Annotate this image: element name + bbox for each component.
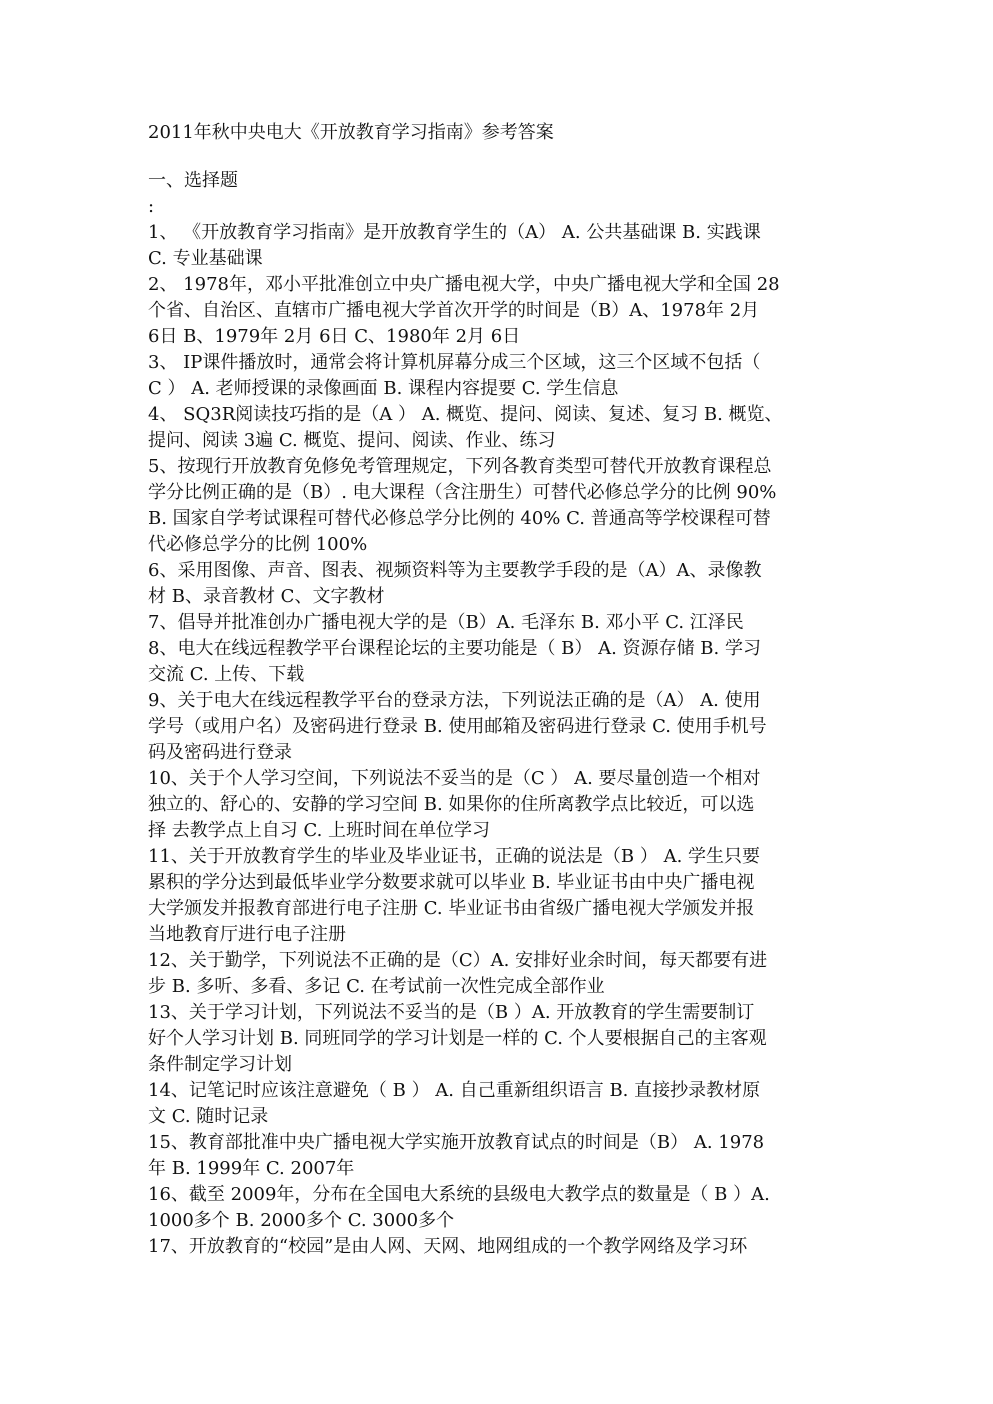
question-line: 累积的学分达到最低毕业学分数要求就可以毕业 B. 毕业证书由中央广播电视 [148,872,755,893]
question-item [148,1000,868,1078]
question-item [148,454,868,558]
question-line: 5、按现行开放教育免修免考管理规定，下列各教育类型可替代开放教育课程总 [148,456,772,477]
question-item [148,402,868,454]
question-item [148,1130,868,1182]
question-line: 16、截至 2009年，分布在全国电大系统的县级电大教学点的数量是（ B ）A. [148,1184,770,1205]
colon-mark: : [148,196,155,217]
question-line: C ） A. 老师授课的录像画面 B. 课程内容提要 C. 学生信息 [148,378,619,399]
question-item [148,350,868,402]
question-line: 文 C. 随时记录 [148,1106,269,1127]
question-line: 学分比例正确的是（B）. 电大课程（含注册生）可替代必修总学分的比例 90% [148,482,777,503]
question-line: 代必修总学分的比例 100% [148,534,368,555]
question-line: 材 B、录音教材 C、文字教材 [148,586,385,607]
question-line: 交流 C. 上传、下载 [148,664,305,685]
question-item [148,948,868,1000]
question-line: 1、 《开放教育学习指南》是开放教育学生的（A） A. 公共基础课 B. 实践课 [148,222,761,243]
question-line: 当地教育厅进行电子注册 [148,924,346,945]
question-line: 12、关于勤学，下列说法不正确的是（C）A. 安排好业余时间，每天都要有进 [148,950,768,971]
question-item [148,1234,868,1260]
question-list [148,220,868,1260]
question-line: 11、关于开放教育学生的毕业及毕业证书，正确的说法是（B ） A. 学生只要 [148,846,761,867]
question-line: 条件制定学习计划 [148,1054,292,1075]
question-item [148,558,868,610]
question-line: C. 专业基础课 [148,248,263,269]
question-line: 4、 SQ3R阅读技巧指的是（A ） A. 概览、提问、阅读、复述、复习 B. 概览、 [148,404,783,425]
question-item [148,766,868,844]
question-line: 步 B. 多听、多看、多记 C. 在考试前一次性完成全部作业 [148,976,605,997]
question-line: 学号（或用户名）及密码进行登录 B. 使用邮箱及密码进行登录 C. 使用手机号 [148,716,767,737]
question-line: 码及密码进行登录 [148,742,292,763]
question-line: 13、关于学习计划，下列说法不妥当的是（B ）A. 开放教育的学生需要制订 [148,1002,755,1023]
question-line: 8、电大在线远程教学平台课程论坛的主要功能是（ B） A. 资源存储 B. 学习 [148,638,761,659]
question-line: 独立的、舒心的、安静的学习空间 B. 如果你的住所离教学点比较近，可以选 [148,794,755,815]
question-line: 大学颁发并报教育部进行电子注册 C. 毕业证书由省级广播电视大学颁发并报 [148,898,755,919]
question-line: 9、关于电大在线远程教学平台的登录方法，下列说法正确的是（A） A. 使用 [148,690,761,711]
question-item [148,1182,868,1234]
question-line: B. 国家自学考试课程可替代必修总学分比例的 40% C. 普通高等学校课程可替 [148,508,771,529]
question-line: 17、开放教育的“校园”是由人网、天网、地网组成的一个教学网络及学习环 [148,1236,748,1257]
question-item [148,636,868,688]
question-line: 3、 IP课件播放时，通常会将计算机屏幕分成三个区域，这三个区域不包括（ [148,352,761,373]
question-item [148,844,868,948]
question-item [148,272,868,350]
question-line: 1000多个 B. 2000多个 C. 3000多个 [148,1210,455,1231]
question-item [148,610,868,636]
question-line: 6日 B、1979年 2月 6日 C、1980年 2月 6日 [148,326,521,347]
question-line: 6、采用图像、声音、图表、视频资料等为主要教学手段的是（A）A、录像教 [148,560,762,581]
question-line: 7、倡导并批准创办广播电视大学的是（B）A. 毛泽东 B. 邓小平 C. 江泽民 [148,612,744,633]
question-line: 择 去教学点上自习 C. 上班时间在单位学习 [148,820,491,841]
question-line: 提问、阅读 3遍 C. 概览、提问、阅读、作业、练习 [148,430,556,451]
question-line: 好个人学习计划 B. 同班同学的学习计划是一样的 C. 个人要根据自己的主客观 [148,1028,767,1049]
question-line: 10、关于个人学习空间，下列说法不妥当的是（C ） A. 要尽量创造一个相对 [148,768,761,789]
question-item [148,220,868,272]
question-line: 14、记笔记时应该注意避免（ B ） A. 自己重新组织语言 B. 直接抄录教材原 [148,1080,761,1101]
document-title: 2011年秋中央电大《开放教育学习指南》参考答案 [148,122,554,143]
question-line: 年 B. 1999年 C. 2007年 [148,1158,355,1179]
question-line: 个省、自治区、直辖市广播电视大学首次开学的时间是（B）A、1978年 2月 [148,300,760,321]
document-page [148,120,868,1260]
question-line: 15、教育部批准中央广播电视大学实施开放教育试点的时间是（B） A. 1978 [148,1132,765,1153]
question-line: 2、 1978年，邓小平批准创立中央广播电视大学，中央广播电视大学和全国 28 [148,274,780,295]
question-item [148,688,868,766]
question-item [148,1078,868,1130]
section-heading: 一、选择题 [148,170,238,191]
